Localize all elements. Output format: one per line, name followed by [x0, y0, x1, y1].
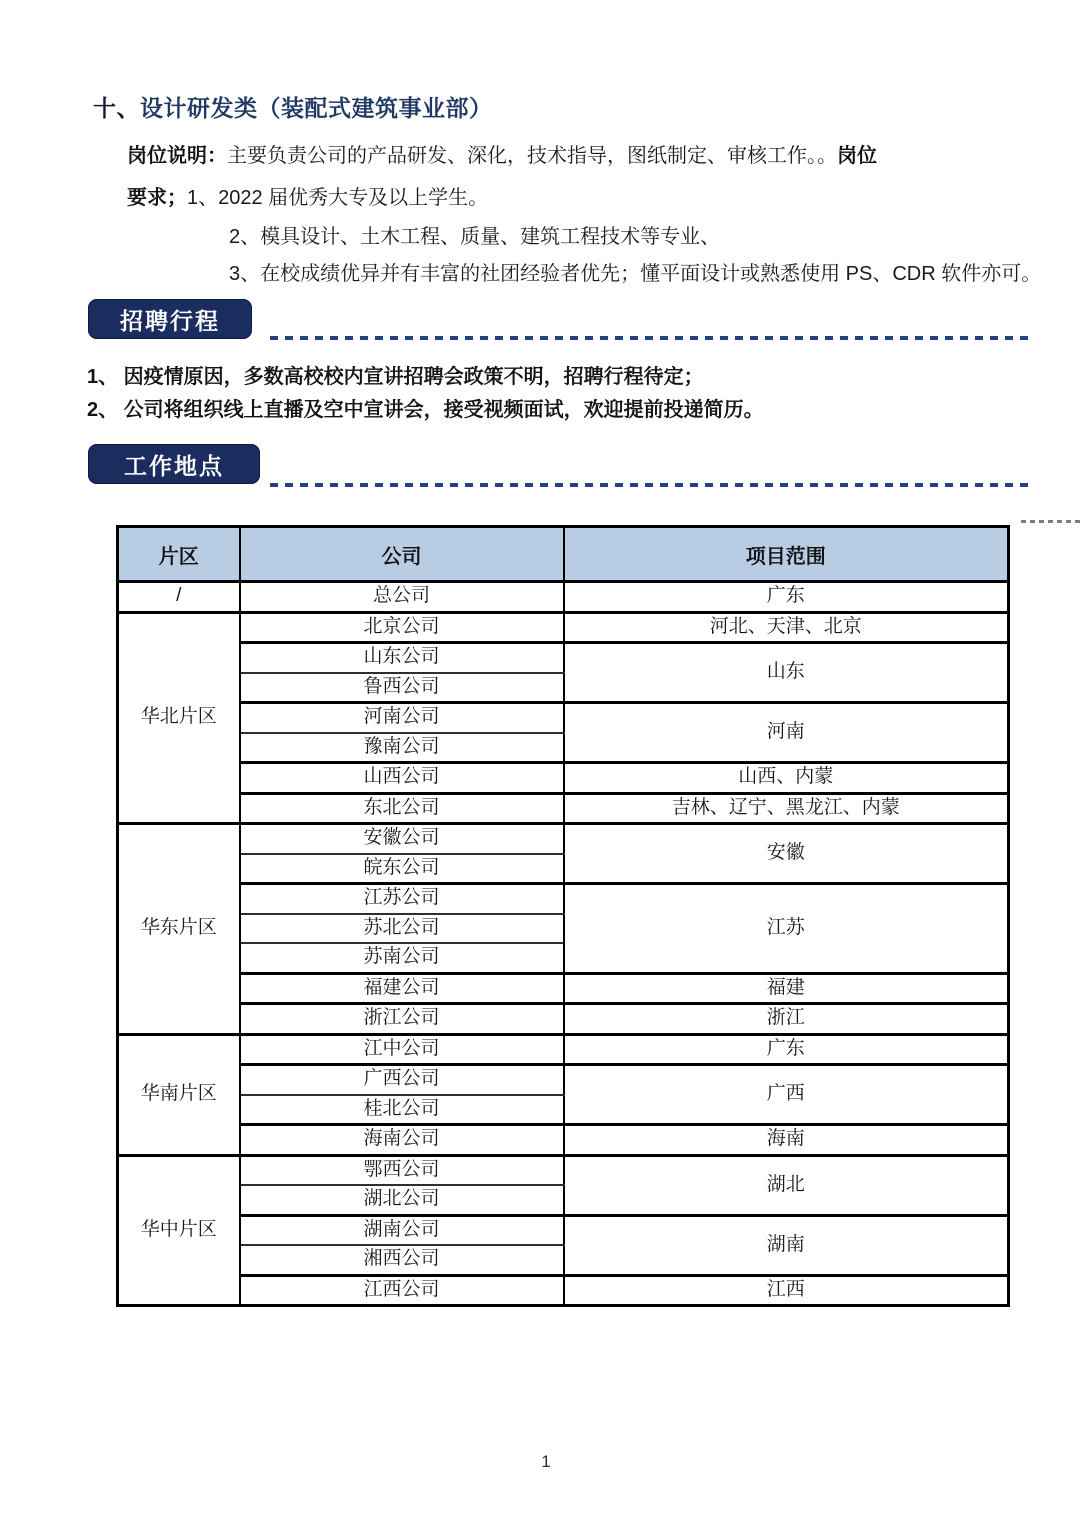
locations-table — [116, 525, 1010, 1307]
scope-cell: 河南 — [564, 703, 1009, 763]
job-requirement-item1: 1、2022 届优秀大专及以上学生。 — [187, 187, 489, 209]
job-requirement-label-part2: 要求； — [127, 187, 187, 209]
region-cell: 华南片区 — [118, 1034, 240, 1155]
job-requirement-item3: 3、在校成绩优异并有丰富的社团经验者优先；懂平面设计或熟悉使用 PS、CDR 软件亦可。 — [229, 263, 1042, 285]
page-number: 1 — [541, 1452, 551, 1471]
scope-cell: 江西 — [564, 1275, 1009, 1306]
table-row — [118, 1155, 1009, 1185]
scope-cell: 河北、天津、北京 — [564, 612, 1009, 643]
header-row — [118, 527, 1009, 582]
company-cell: 皖东公司 — [240, 854, 564, 884]
job-requirement-label-part1: 岗位 — [837, 145, 877, 167]
scope-cell: 江苏 — [564, 884, 1009, 974]
region-cell: 华中片区 — [118, 1155, 240, 1306]
company-cell: 浙江公司 — [240, 1004, 564, 1035]
table-row — [118, 973, 1009, 1004]
heading-title: 设计研发类（装配式建筑事业部） — [140, 95, 493, 121]
job-requirement-item2: 2、模具设计、土木工程、质量、建筑工程技术等专业、 — [229, 226, 721, 248]
location-dashed-rule — [270, 483, 1028, 487]
schedule-item: 2、 公司将组织线上直播及空中宣讲会，接受视频面试，欢迎提前投递简历。 — [87, 399, 764, 421]
table-row — [118, 763, 1009, 794]
table-row — [118, 1004, 1009, 1035]
header-scope: 项目范围 — [564, 527, 1009, 582]
table-row — [118, 1215, 1009, 1245]
table-row — [118, 1275, 1009, 1306]
table-row — [118, 582, 1009, 613]
scope-cell: 广西 — [564, 1065, 1009, 1125]
job-requirement-line1 — [127, 185, 488, 211]
table-row — [118, 612, 1009, 643]
company-cell: 湖北公司 — [240, 1185, 564, 1215]
scope-cell: 吉林、辽宁、黑龙江、内蒙 — [564, 793, 1009, 824]
table-row — [118, 884, 1009, 914]
schedule-badge: 招聘行程 — [88, 299, 252, 339]
locations-table-header — [118, 527, 1009, 582]
schedule-dashed-rule — [270, 336, 1034, 340]
company-cell: 北京公司 — [240, 612, 564, 643]
region-cell: 华东片区 — [118, 824, 240, 1035]
company-cell: 总公司 — [240, 582, 564, 613]
company-cell: 山东公司 — [240, 643, 564, 673]
company-cell: 桂北公司 — [240, 1095, 564, 1125]
company-cell: 江中公司 — [240, 1034, 564, 1065]
scope-cell: 湖北 — [564, 1155, 1009, 1215]
header-region: 片区 — [118, 527, 240, 582]
locations-table-body — [118, 582, 1009, 1306]
table-row — [118, 643, 1009, 673]
company-cell: 河南公司 — [240, 703, 564, 733]
scope-cell: 海南 — [564, 1125, 1009, 1156]
company-cell: 湖南公司 — [240, 1215, 564, 1245]
company-cell: 苏北公司 — [240, 914, 564, 944]
company-cell: 山西公司 — [240, 763, 564, 794]
scope-cell: 广东 — [564, 1034, 1009, 1065]
region-cell: 华北片区 — [118, 612, 240, 824]
table-row — [118, 1125, 1009, 1156]
company-cell: 江西公司 — [240, 1275, 564, 1306]
heading-number: 十、 — [93, 95, 140, 121]
section-heading — [93, 90, 493, 123]
scope-cell: 山东 — [564, 643, 1009, 703]
scope-cell: 山西、内蒙 — [564, 763, 1009, 794]
company-cell: 江苏公司 — [240, 884, 564, 914]
header-company: 公司 — [240, 527, 564, 582]
table-row — [118, 1034, 1009, 1065]
job-description-label: 岗位说明： — [127, 145, 227, 167]
table-row — [118, 703, 1009, 733]
schedule-item: 1、 因疫情原因，多数高校校内宣讲招聘会政策不明，招聘行程待定； — [87, 366, 704, 388]
scope-cell: 湖南 — [564, 1215, 1009, 1275]
scope-cell: 广东 — [564, 582, 1009, 613]
scope-cell: 福建 — [564, 973, 1009, 1004]
company-cell: 豫南公司 — [240, 733, 564, 763]
company-cell: 东北公司 — [240, 793, 564, 824]
company-cell: 广西公司 — [240, 1065, 564, 1095]
page-edge-dashed-fragment — [1021, 520, 1080, 523]
company-cell: 安徽公司 — [240, 824, 564, 854]
company-cell: 湘西公司 — [240, 1245, 564, 1275]
table-row — [118, 793, 1009, 824]
job-description-text: 主要负责公司的产品研发、深化，技术指导，图纸制定、审核工作。。 — [227, 145, 837, 167]
company-cell: 福建公司 — [240, 973, 564, 1004]
location-badge: 工作地点 — [88, 444, 260, 484]
table-row — [118, 824, 1009, 854]
company-cell: 鄂西公司 — [240, 1155, 564, 1185]
company-cell: 鲁西公司 — [240, 673, 564, 703]
company-cell: 海南公司 — [240, 1125, 564, 1156]
company-cell: 苏南公司 — [240, 943, 564, 973]
scope-cell: 安徽 — [564, 824, 1009, 884]
table-row — [118, 1065, 1009, 1095]
scope-cell: 浙江 — [564, 1004, 1009, 1035]
job-description-line — [127, 143, 877, 169]
region-cell: / — [118, 582, 240, 613]
